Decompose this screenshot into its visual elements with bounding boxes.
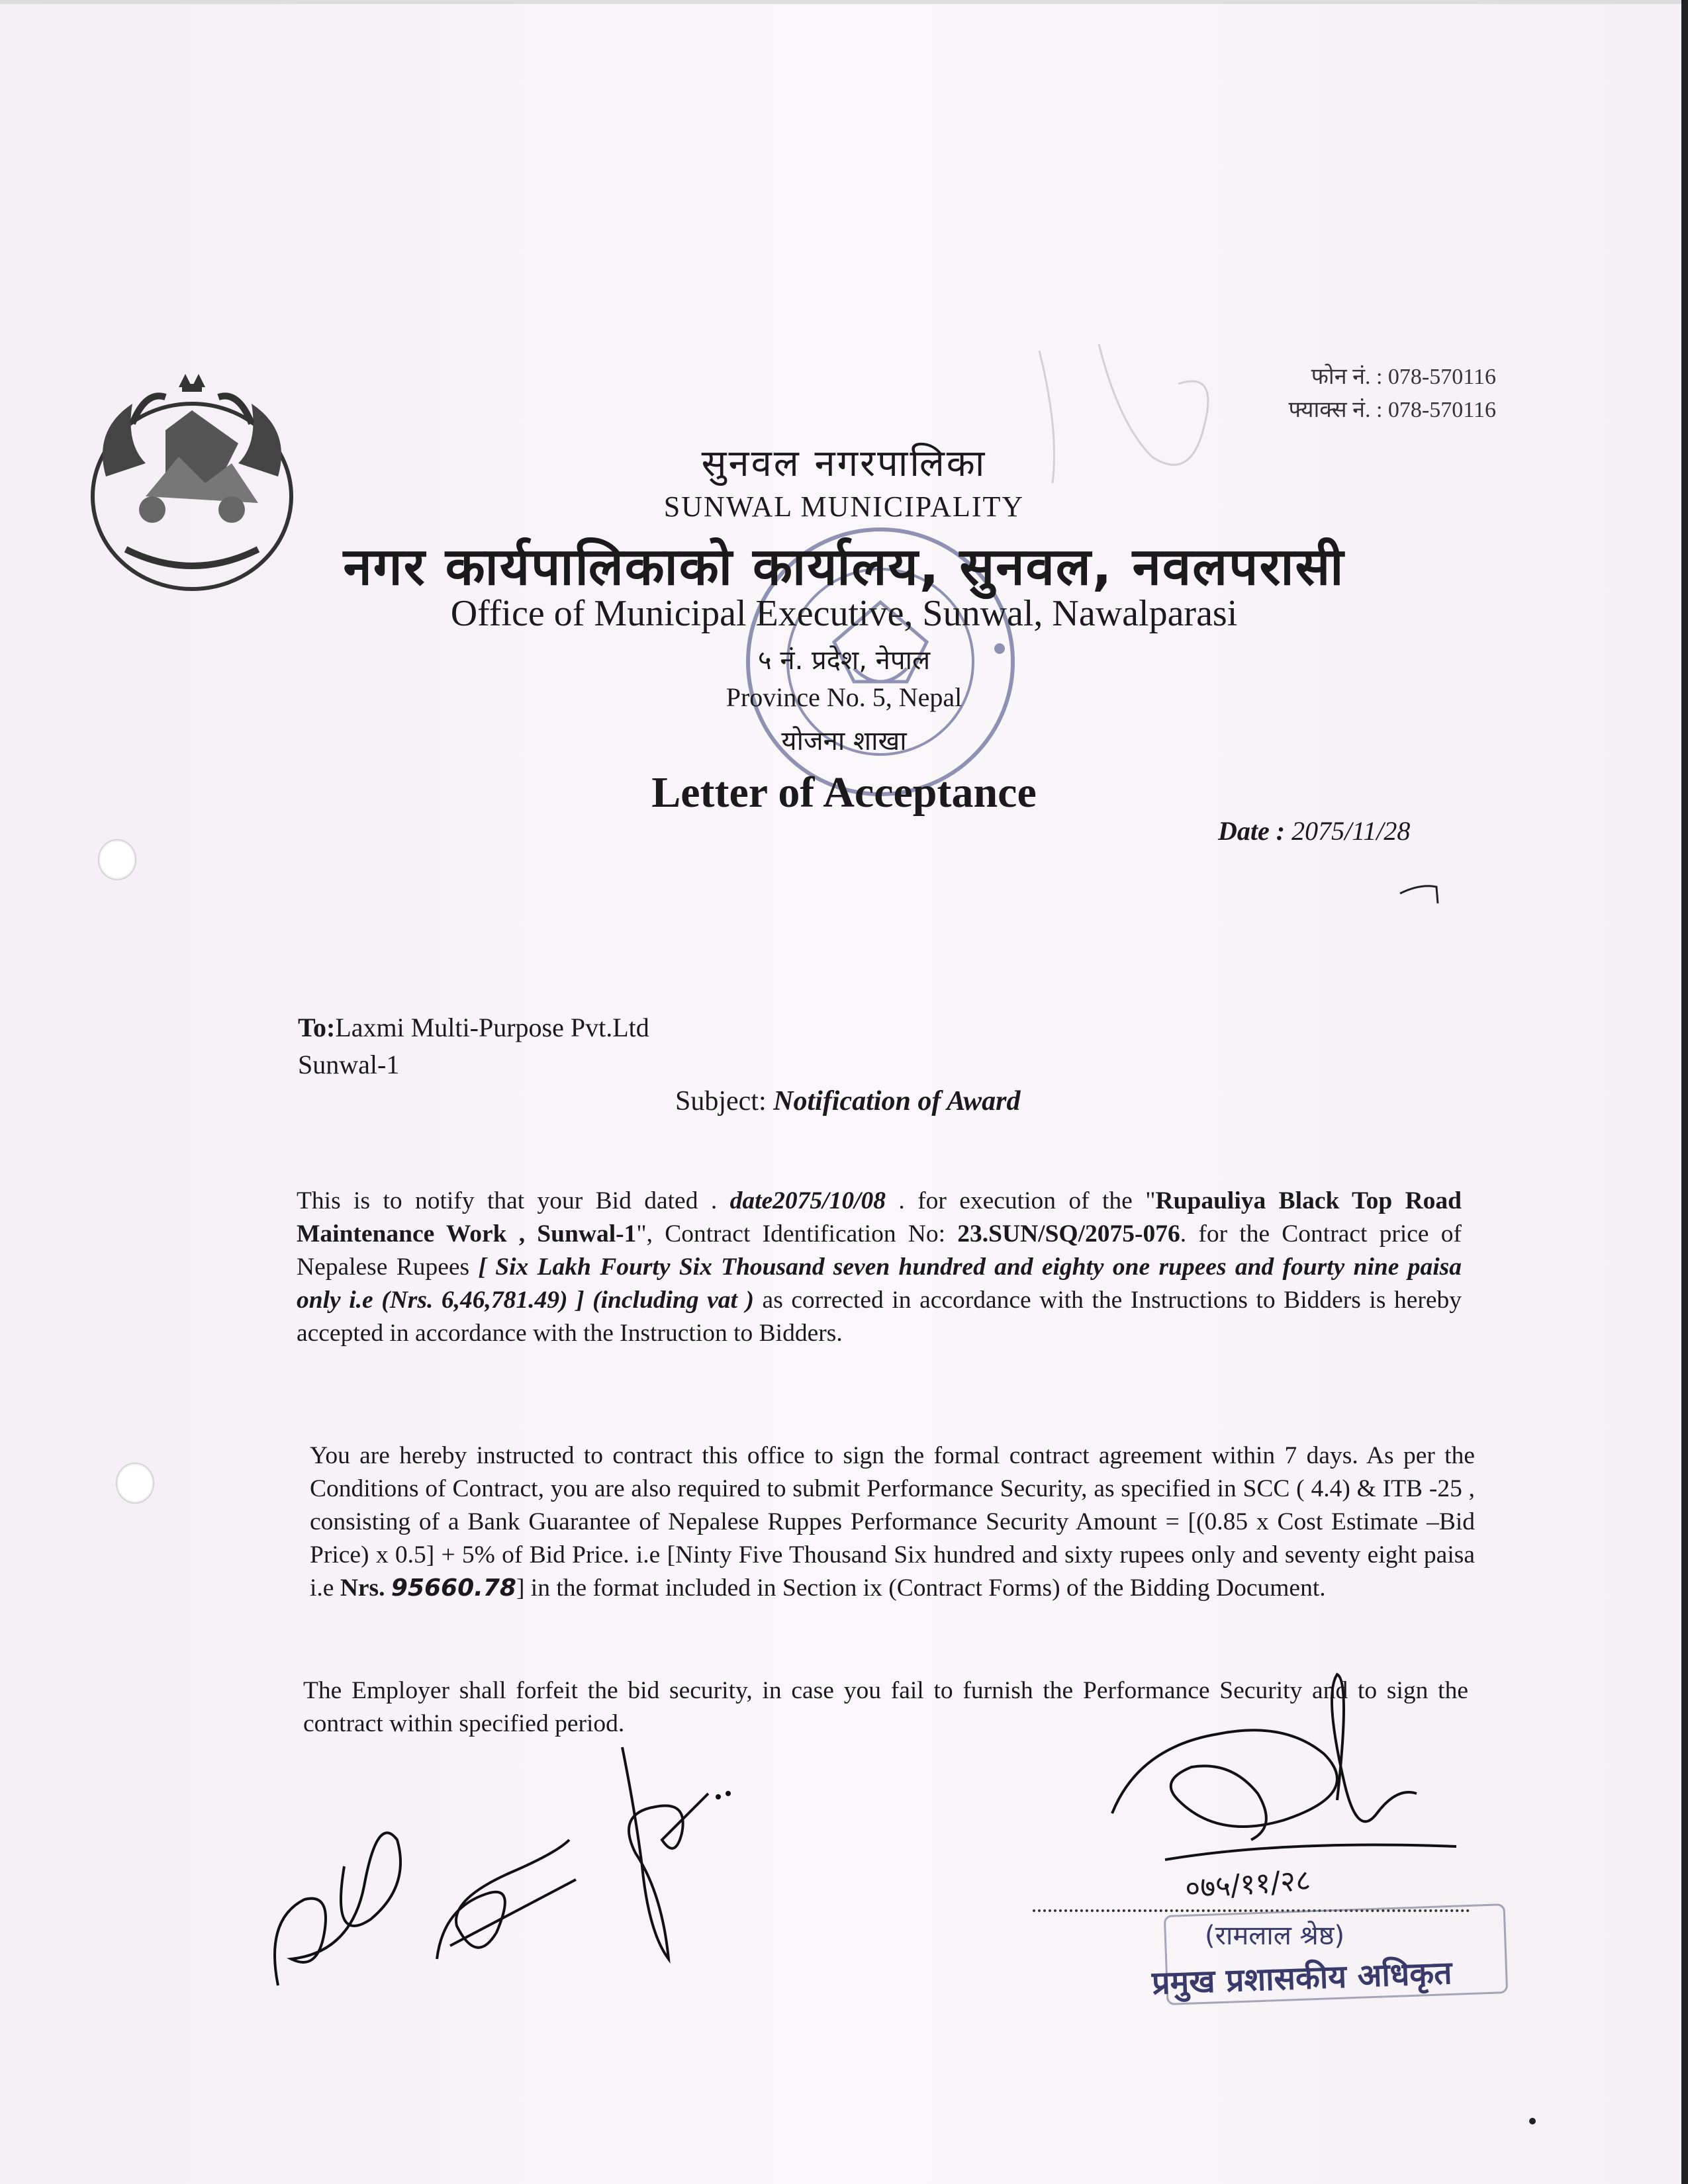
recipient-name: Laxmi Multi-Purpose Pvt.Ltd (335, 1013, 649, 1042)
p2-text-a: You are hereby instructed to contract this office to sign the formal contract agreement within 7 days. As per the Conditions of Contract, you are also required to submit Performance Security, as specified in SCC ( 4.4) & ITB -25 , consisting of a Bank Guarantee of Nepalese Ruppes Performance Security Amount = [(0.85 x Cost Estimate –Bid Price) x 0.5] + 5% of Bid Price. i.e [Ninty Five Thousand Six hundred and sixty rupees only and seventy eight paisa i.e (310, 1442, 1475, 1602)
p1-text-d: . for the Contract price of Nepalese Rupees (297, 1220, 1462, 1281)
province-nepali: ५ नं. प्रदेश, नेपाल (757, 645, 931, 676)
ink-dot (1529, 2118, 1536, 2124)
bid-date: date2075/10/08 (729, 1187, 886, 1214)
office-name-nepali: नगर कार्यपालिकाको कार्यालय, सुनवल, नवलपरासी (343, 537, 1345, 597)
p1-text-b: . for execution of the " (898, 1187, 1156, 1214)
recipient-address: Sunwal-1 (298, 1050, 400, 1079)
scan-edge-right (1681, 0, 1688, 2184)
document-title: Letter of Acceptance (651, 768, 1037, 817)
office-name-english: Office of Municipal Executive, Sunwal, Nawalparasi (450, 593, 1238, 634)
body-paragraph-1 (297, 1185, 1462, 1350)
phone-number: फोन नं. : 078-570116 (1311, 365, 1496, 389)
subject-label: Subject: (675, 1086, 767, 1116)
contact-block (1244, 361, 1496, 427)
province-english: Province No. 5, Nepal (726, 682, 962, 712)
p1-text-e: as corrected in accordance with the Instructions to Bidders is hereby accepted in accordance with the Instruction to Bidders. (297, 1287, 1462, 1347)
signature-2 (424, 1827, 583, 1972)
contract-id: 23.SUN/SQ/2075-076 (957, 1220, 1180, 1248)
performance-security-amount: 95660.78 (391, 1574, 516, 1602)
recipient-block (298, 1009, 649, 1083)
p1-text-c: ", Contract Identification No: (636, 1220, 946, 1248)
contract-amount: [ Six Lakh Fourty Six Thousand seven hundred and eighty one rupees and fourty nine paisa only i.e (Nrs. 6,46,781.49) ] (including vat ) (297, 1253, 1462, 1314)
scan-edge-top (0, 0, 1688, 4)
punch-hole-top (98, 839, 136, 880)
subject-value: Notification of Award (773, 1086, 1021, 1116)
date-label: Date : (1218, 816, 1286, 846)
date-value: 2075/11/28 (1291, 816, 1411, 846)
fax-number: फ्याक्स नं. : 078-570116 (1288, 398, 1496, 422)
nrs-label: Nrs. (340, 1574, 385, 1602)
work-name: Rupauliya Black Top Road Maintenance Work , Sunwal-1 (297, 1187, 1462, 1248)
municipality-name-nepali: सुनवल नगरपालिका (701, 442, 987, 485)
pen-mark (1397, 880, 1443, 907)
signature-date: ०७५/११/२८ (1184, 1863, 1312, 1906)
branch-nepali: योजना शाखा (781, 726, 907, 756)
signature-3 (596, 1734, 741, 1972)
to-label: To: (298, 1013, 336, 1042)
signatory-name: (रामलाल श्रेष्ठ) (1205, 1921, 1345, 1951)
faint-pencil-marks (1019, 324, 1231, 510)
p1-text-a: This is to notify that your Bid dated . (297, 1187, 718, 1214)
body-paragraph-2 (310, 1439, 1475, 1605)
letter-date (1218, 815, 1410, 846)
signature-1 (252, 1787, 424, 2005)
body-paragraph-3: The Employer shall forfeit the bid security, in case you fail to furnish the Performance Security and to sign the contract within specified period. (303, 1677, 1468, 1737)
punch-hole-bottom (116, 1463, 154, 1504)
signatory-title: प्रमुख प्रशासकीय अधिकृत (1151, 1954, 1453, 2002)
p2-text-b: ] in the format included in Section ix (Contract Forms) of the Bidding Document. (516, 1574, 1326, 1602)
municipality-name-english: SUNWAL MUNICIPALITY (663, 490, 1025, 523)
subject-line (675, 1085, 1021, 1117)
